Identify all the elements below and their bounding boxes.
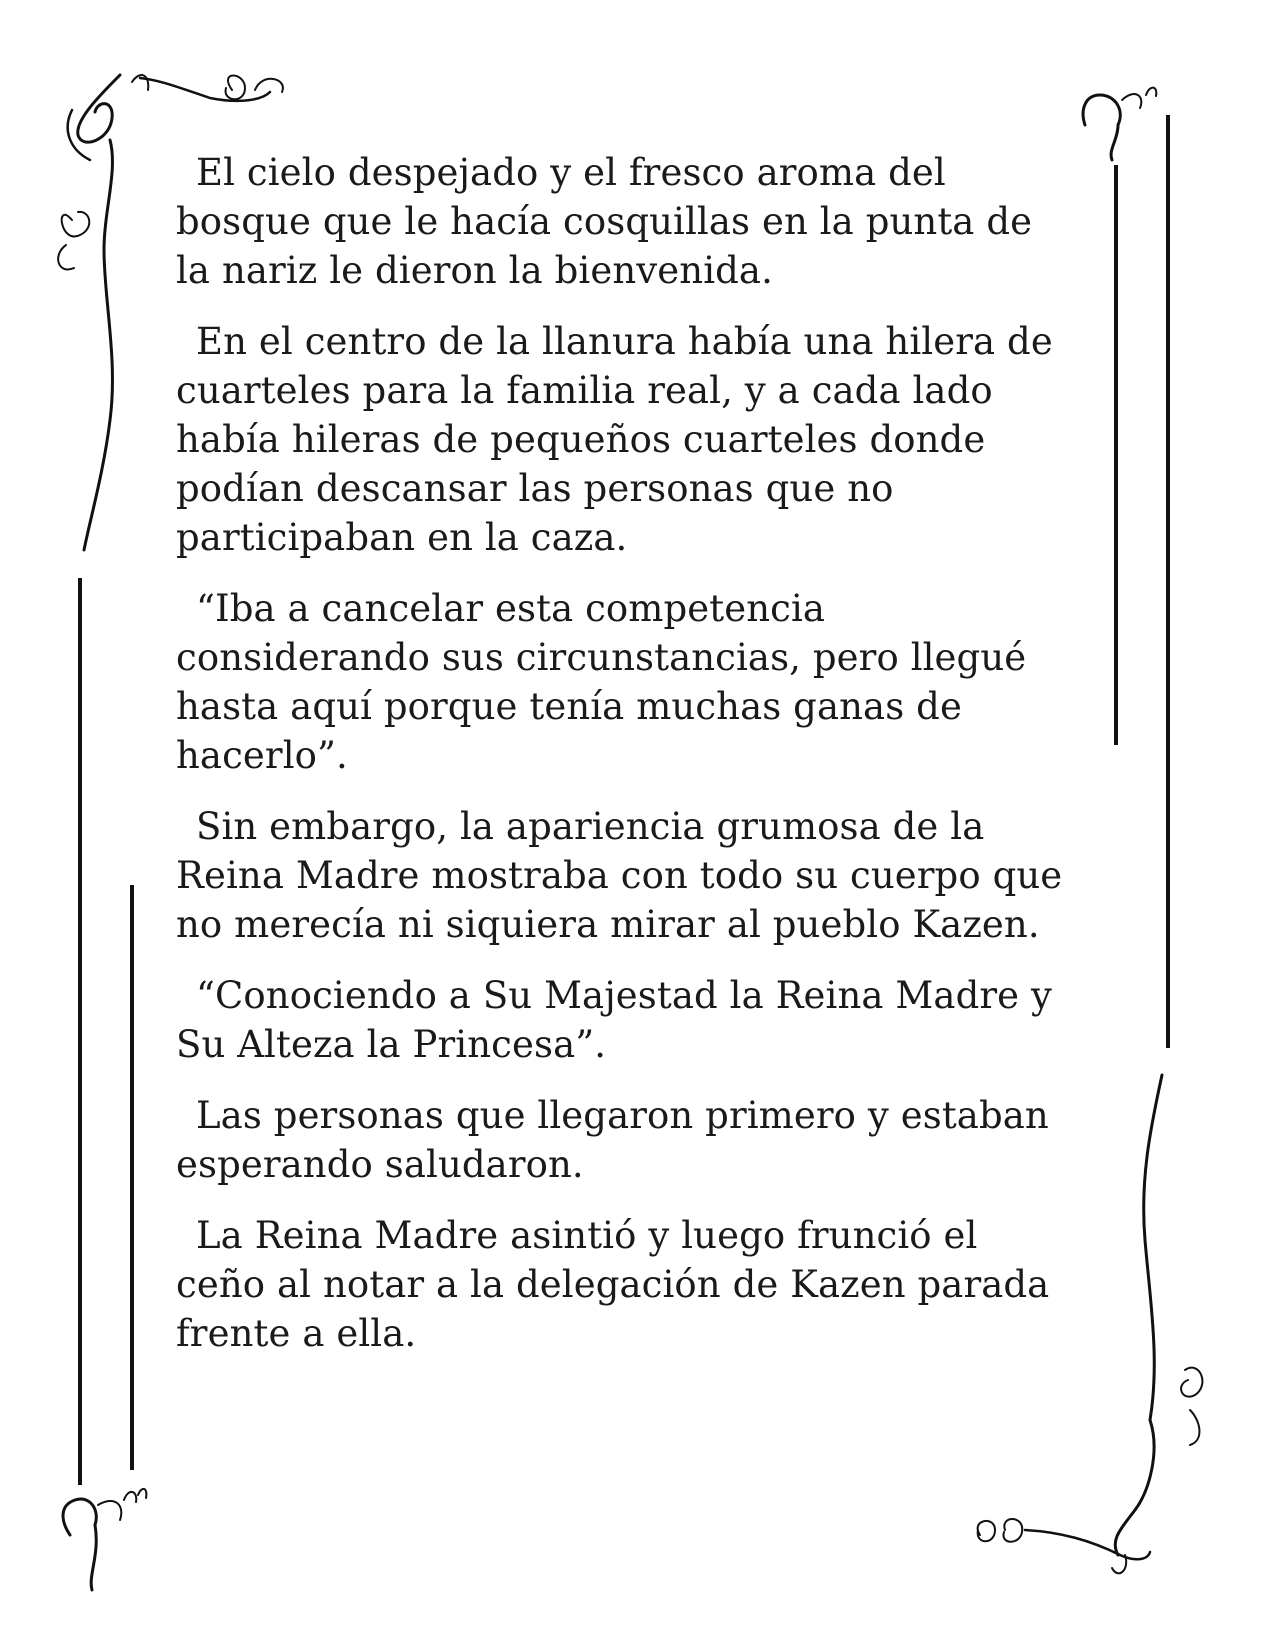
paragraph-2: En el centro de la llanura había una hilera de cuarteles para la familia real, y a cada lado había hileras de pequeños cuarteles donde podían descansar las personas que no participaban en la caza. [176,320,1053,559]
paragraph-5: “Conociendo a Su Majestad la Reina Madre y Su Alteza la Princesa”. [176,974,1053,1066]
body-text [176,148,1096,1380]
paragraph-7: La Reina Madre asintió y luego frunció el ceño al notar a la delegación de Kazen parada frente a ella. [176,1214,1050,1355]
paragraph-3: “Iba a cancelar esta competencia considerando sus circunstancias, pero llegué hasta aquí porque tenía muchas ganas de hacerlo”. [176,587,1027,777]
paragraph-1: El cielo despejado y el fresco aroma del bosque que le hacía cosquillas en la punta de la nariz le dieron la bienvenida. [176,151,1033,292]
paragraph-4: Sin embargo, la apariencia grumosa de la Reina Madre mostraba con todo su cuerpo que no merecía ni siquiera mirar al pueblo Kazen. [176,805,1063,946]
paragraph-6: Las personas que llegaron primero y estaban esperando saludaron. [176,1094,1049,1186]
ornament-bottom-left [63,1489,146,1590]
